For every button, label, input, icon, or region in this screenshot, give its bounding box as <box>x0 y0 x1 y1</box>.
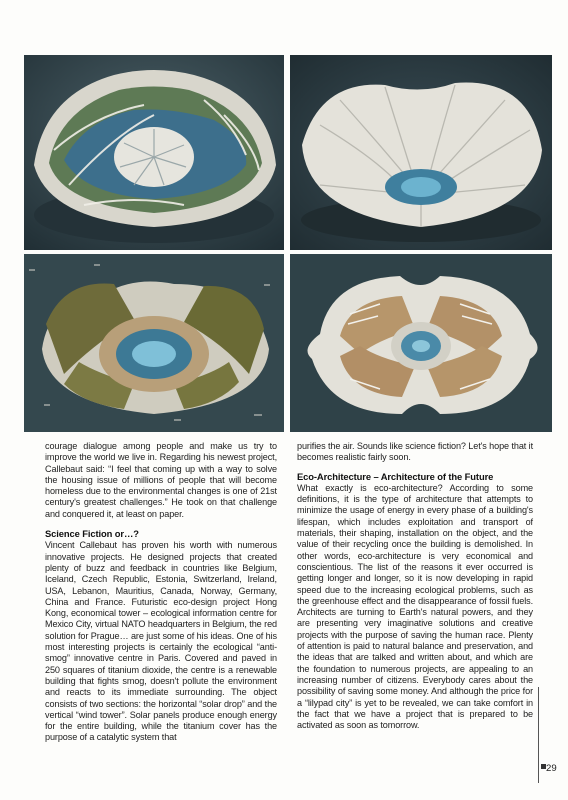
floating-city-render-top-left <box>24 55 284 250</box>
eco-architecture-paragraph: What exactly is eco-architecture? According to some definitions, it is the type of architecture that attempts to minimize the usage of energy in every phase of a building's lifespan, which includes exploitation and transport of materials, their shaping, installation on the object, and the value of their recycling once the building is demolished. In other words, eco-architecture is very economical and conscientious. The list of the reasons it ever occurred is getting longer and longer, so it is now developing in rapid speed due to the increasing ecological problems, such as the greenhouse effect and the disappearance of fossil fuels. Architects are turning to Earth's natural powers, and they are presenting very imaginative solutions and creative projects with the purpose of saving the human race. Plenty of attention is paid to natural balance and preservation, and the ideas that are talked and written about, and which are the foundation to numerous projects, are appealing to an increasing number of citizens. Everybody cares about the possibility of saving some money. And although the price for a “lilypad city” is yet to be revealed, we can take comfort in the fact that we have a project that is prepared to be activated as soon as tomorrow. <box>297 482 533 731</box>
floating-city-render-bottom-left <box>24 254 284 432</box>
left-text-column <box>45 441 277 744</box>
page-number: 29 <box>546 763 557 774</box>
floating-city-render-bottom-right <box>290 254 552 432</box>
intro-paragraph: courage dialogue among people and make us try to improve the world we live in. Regarding his newest project, Callebaut said: “I feel that coming up with a way to solve the housing issue of millions of people that will become homeless due to the environmental changes is one of 21st century's greatest challenges.” He took on that challenge and conquered it, at least on paper. <box>45 441 277 519</box>
right-text-column <box>297 441 533 731</box>
section-heading-eco-architecture: Eco-Architecture – Architecture of the Future <box>297 470 494 482</box>
floating-city-render-top-right <box>290 55 552 250</box>
science-fiction-paragraph: Vincent Callebaut has proven his worth with numerous innovative projects. He designed projects that created plenty of buzz and feedback in countries like Belgium, Iceland, Czech Republic, Estonia, Switzerland, Ireland, USA, Lebanon, Mauritius, Canada, Norway, Germany, China and France. Futuristic eco-design project Hong Kong, economical tower – ecological information centre for Mexico City, virtual NATO headquarters in Belgium, the red solution for Prague… are just some of his ideas. One of his most interesting projects is certainly the ecological “anti-smog” innovative centre in Paris. Covered and paved in 250 squares of titanium dioxide, the centre is a renewable building that fights smog, doesn't pollute the environment and reacts to its immediate surrounding. The object consists of two sections: the horizontal “solar drop” and the vertical “wind tower”. Solar panels produce enough energy for the entire building, while the titanium cover has the purpose of a catalytic system that <box>45 540 277 743</box>
section-heading-science-fiction: Science Fiction or…? <box>45 528 139 540</box>
page-number-rule <box>538 687 539 783</box>
continuation-paragraph: purifies the air. Sounds like science fiction? Let's hope that it becomes realistic fairly soon. <box>297 441 533 463</box>
